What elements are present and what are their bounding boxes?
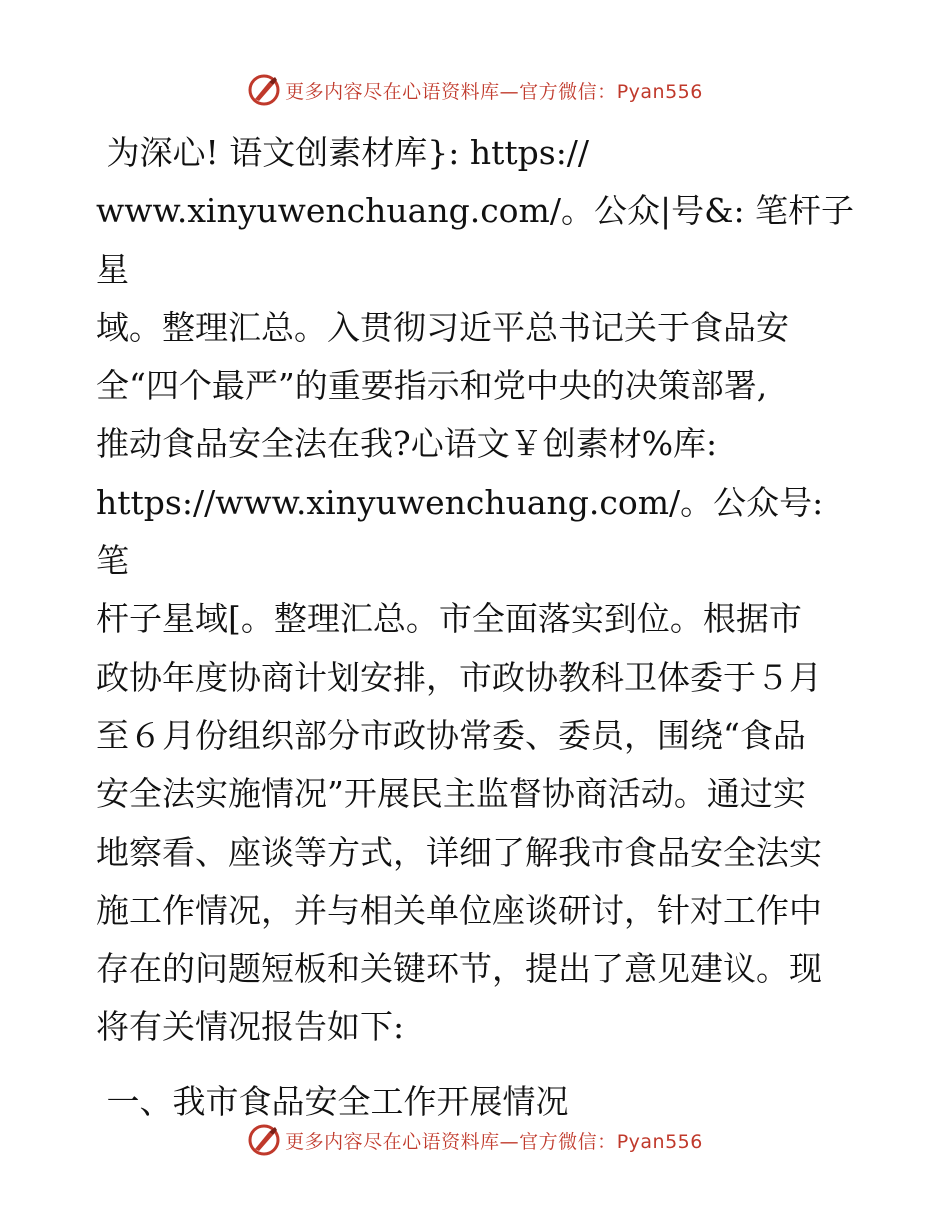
banner-main-text: 更多内容尽在心语资料库 [285, 1130, 500, 1153]
banner-main-text: 更多内容尽在心语资料库 [285, 80, 500, 103]
banner-wechat-id: Pyan556 [616, 80, 703, 103]
banner-text [285, 1127, 703, 1154]
footer-banner [0, 1120, 950, 1160]
banner-wechat-label: 官方微信： [519, 1130, 617, 1153]
body-paragraph: 为深心! 语文创素材库}: https:// www.xinyuwenchuang.com/。公众|号&: 笔杆子星 域。整理汇总。入贯彻习近平总书记关于食品安 全“四个最严”的重要指示和党中央的决策部署, 推动食品安全法在我?心语文￥创素材%库: https://www.xinyuwenchuang.com/。公众号: 笔 杆子星域[。整理汇总。市全面落实到位。根据市 政协年度协商计划安排，市政协教科卫体委于５月 至６月份组织部分市政协常委、委员，围绕“食品 安全法实施情况”开展民主监督协商活动。通过实 地察看、座谈等方式，详细了解我市食品安全法实 施工作情况，并与相关单位座谈研讨，针对工作中 存在的问题短板和关键环节，提出了意见建议。现 将有关情况报告如下: [96, 133, 855, 1047]
section-heading: 一、我市食品安全工作开展情况 [96, 1081, 569, 1121]
document-body [96, 124, 856, 1131]
banner-separator: — [499, 1130, 520, 1153]
banner-separator: — [499, 80, 520, 103]
quill-logo-icon [247, 73, 281, 107]
banner-wechat-label: 官方微信： [519, 80, 617, 103]
banner-wechat-id: Pyan556 [616, 1130, 703, 1153]
quill-logo-icon [247, 1123, 281, 1157]
banner-text [285, 77, 703, 104]
header-banner [0, 70, 950, 110]
